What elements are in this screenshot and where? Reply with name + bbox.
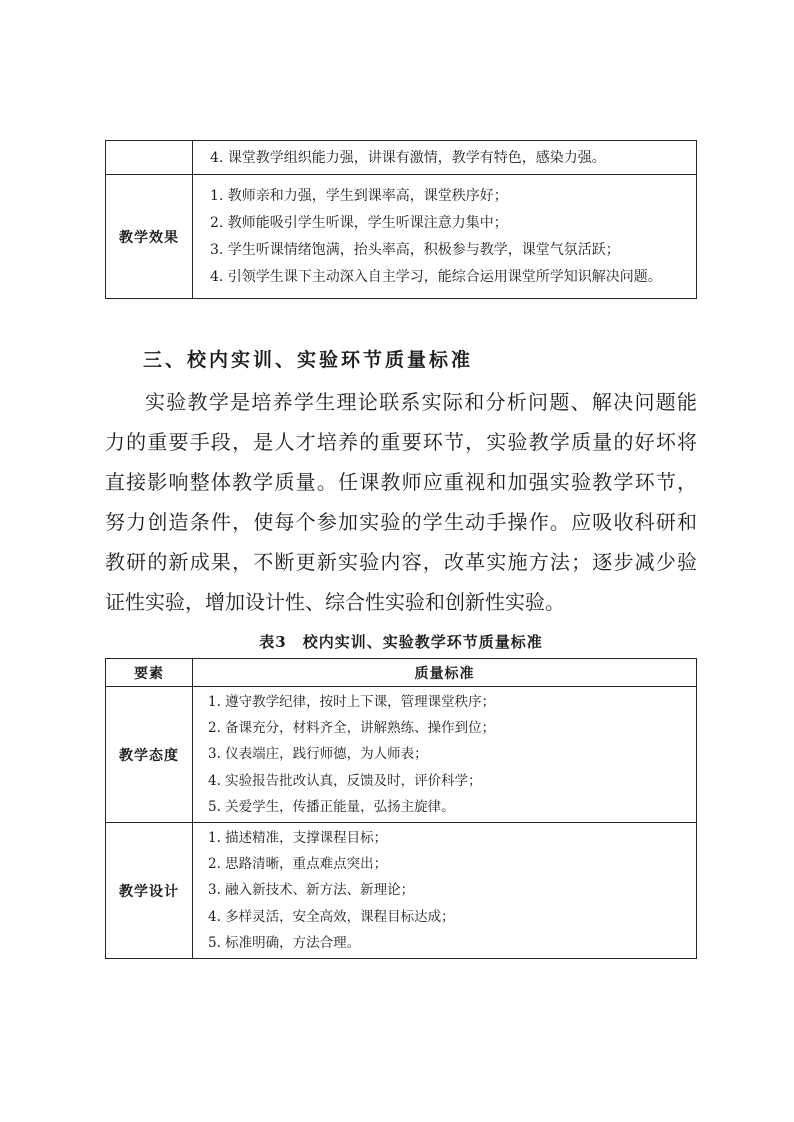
table-item: 4. 实验报告批改认真，反馈及时，评价科学；	[208, 772, 482, 789]
header-cell-standard: 质量标准	[414, 665, 475, 682]
table-item: 1. 遵守教学纪律，按时上下课，管理课堂秩序；	[208, 694, 496, 710]
row-content-cell	[193, 823, 696, 958]
table-item: 5. 标准明确，方法合理。	[208, 934, 361, 951]
table-item: 2. 教师能吸引学生听课，学生听课注意力集中；	[210, 215, 508, 231]
header-cell-element: 要素	[106, 659, 193, 686]
paragraph-line: 努力创造条件，使每个参加实验的学生动手操作。应吸收科研和	[105, 510, 697, 534]
row-label-cell: 教学效果	[106, 175, 193, 298]
table-row	[106, 686, 696, 822]
row-label-cell: 教学态度	[106, 687, 193, 822]
table-row	[106, 822, 696, 958]
table3-caption: 表3 校内实训、实验教学环节质量标准	[259, 633, 543, 651]
table-item: 5. 关爱学生，传播正能量，弘扬主旋律。	[208, 798, 455, 815]
table-item: 3. 融入新技术、新方法、新理论；	[208, 882, 415, 899]
row-content-cell	[193, 141, 696, 174]
table-row	[106, 141, 696, 174]
row-label-cell: 教学设计	[106, 823, 193, 958]
paragraph-line: 直接影响整体教学质量。任课教师应重视和加强实验教学环节，	[105, 470, 697, 494]
teaching-effect-table	[105, 140, 697, 299]
paragraph-line: 教研的新成果，不断更新实验内容，改革实施方法；逐步减少验	[105, 550, 697, 574]
row-content-cell	[193, 175, 696, 298]
table-item: 2. 备课充分，材料齐全，讲解熟练、操作到位；	[208, 720, 496, 737]
row-label-cell	[106, 141, 193, 174]
table-row	[106, 174, 696, 298]
lab-training-quality-table	[105, 658, 697, 959]
paragraph-line: 证性实验，增加设计性、综合性实验和创新性实验。	[105, 590, 565, 614]
intro-paragraph	[105, 382, 697, 622]
table-header-row	[106, 659, 696, 686]
section-heading: 三、校内实训、实验环节质量标准	[143, 349, 474, 371]
table-item: 4. 引领学生课下主动深入自主学习，能综合运用课堂所学知识解决问题。	[210, 269, 662, 285]
table-item: 4. 课堂教学组织能力强，讲课有激情，教学有特色，感染力强。	[210, 150, 606, 166]
table-item: 3. 仪表端庄，践行师德，为人师表；	[208, 746, 428, 763]
paragraph-line: 实验教学是培养学生理论联系实际和分析问题、解决问题能	[145, 390, 697, 414]
table-item: 3. 学生听课情绪饱满，抬头率高，积极参与教学，课堂气氛活跃；	[210, 242, 620, 258]
table-item: 1. 描述精准，支撑课程目标；	[208, 830, 388, 847]
table-item: 4. 多样灵活，安全高效，课程目标达成；	[208, 908, 455, 925]
table-item: 2. 思路清晰，重点难点突出；	[208, 856, 388, 873]
row-content-cell	[193, 687, 696, 822]
table-item: 1. 教师亲和力强，学生到课率高，课堂秩序好；	[210, 188, 508, 204]
paragraph-line: 力的重要手段，是人才培养的重要环节，实验教学质量的好坏将	[105, 430, 697, 454]
